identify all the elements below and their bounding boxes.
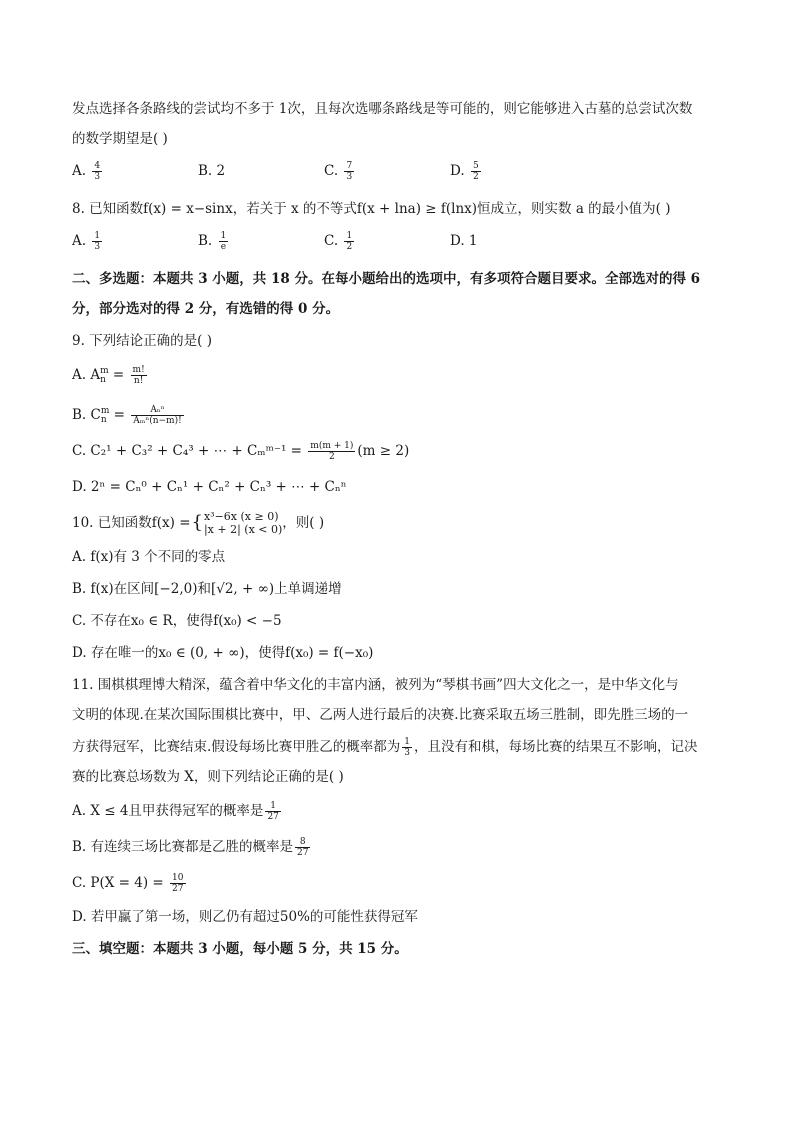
q8-stem: 8. 已知函数f(x) = x−sinx，若关于 x 的不等式f(x + lna) ≥ f(lnx)恒成立，则实数 a 的最小值为( )	[72, 201, 671, 217]
q10-option-d[interactable]: D. 存在唯一的x₀ ∈ (0, + ∞)，使得f(x₀) = f(−x₀)	[72, 645, 374, 661]
q11-stem-line1: 11. 围棋棋理博大精深，蕴含着中华文化的丰富内涵，被列为“琴棋书画”四大文化之一，是中华文化与	[72, 677, 679, 693]
fraction: $\frac{1}{3}$	[404, 737, 411, 758]
q11-option-c[interactable]: C. P(X = 4) = $\frac{10}{27}$	[72, 873, 184, 894]
q9-option-b[interactable]: B. C m n = $\frac{\text{Aₙⁿ}}{\text{Aₘⁿ(n−m)!}}$	[72, 405, 182, 426]
piecewise-cases: x³−6x (x ≥ 0) |x + 2| (x < 0)	[203, 510, 283, 536]
brace-icon: {	[191, 512, 203, 533]
q11-stem-line3: 方获得冠军，比赛结束.假设每场比赛甲胜乙的概率都为 $\frac{1}{3}$ ，且没有和棋，每场比赛的结果互不影响，记决	[72, 737, 698, 758]
q8-option-b[interactable]: B. $\frac{1}{e}$	[198, 231, 227, 252]
q7-options	[72, 160, 722, 182]
section2-heading-line1: 二、多选题：本题共 3 小题，共 18 分。在每小题给出的选项中，有多项符合题目要求。全部选对的得 6	[72, 271, 701, 287]
q9-option-c[interactable]: C. C₂¹ + C₃² + C₄³ + ⋯ + Cₘᵐ⁻¹ = $\frac{m(m + 1)}{2}$ (m ≥ 2)	[72, 441, 410, 462]
fraction: $\frac{1}{2}$	[346, 231, 353, 252]
fraction: $\frac{m(m + 1)}{2}$	[310, 441, 354, 462]
q11-option-d[interactable]: D. 若甲赢了第一场，则乙仍有超过50%的可能性获得冠军	[72, 909, 418, 925]
fraction: $\frac{1}{3}$	[94, 231, 101, 252]
q11-stem-line2: 文明的体现.在某次国际围棋比赛中，甲、乙两人进行最后的决赛.比赛采取五场三胜制，即先胜三场的一	[72, 707, 689, 723]
section2-heading-line2: 分，部分选对的得 2 分，有选错的得 0 分。	[72, 301, 340, 317]
exam-page	[72, 98, 722, 960]
fraction: $\frac{4}{3}$	[94, 161, 101, 182]
q7-stem-line1: 发点选择各条路线的尝试均不多于 1次，且每次选哪条路线是等可能的，则它能够进入古墓的总尝试次数	[72, 101, 693, 117]
fraction: $\frac{1}{27}$	[267, 801, 279, 822]
q10-stem: 10. 已知函数f(x) = { x³−6x (x ≥ 0) |x + 2| (x < 0) ，则( )	[72, 510, 325, 536]
fraction: $\frac{5}{2}$	[472, 161, 479, 182]
fraction: $\frac{10}{27}$	[172, 873, 184, 894]
q7-option-c[interactable]: C. $\frac{7}{3}$	[324, 161, 353, 182]
fraction: $\frac{8}{27}$	[297, 837, 309, 858]
q7-option-a[interactable]: A. $\frac{4}{3}$	[72, 161, 101, 182]
fraction: $\frac{7}{3}$	[346, 161, 353, 182]
q9-option-a[interactable]: A. A m n = $\frac{m!}{n!}$	[72, 365, 145, 386]
q11-stem-line4: 赛的比赛总场数为 X，则下列结论正确的是( )	[72, 769, 344, 785]
q10-option-a[interactable]: A. f(x)有 3 个不同的零点	[72, 549, 226, 565]
q11-option-b[interactable]: B. 有连续三场比赛都是乙胜的概率是 $\frac{8}{27}$	[72, 837, 309, 858]
q7-option-b[interactable]: B. 2	[198, 163, 226, 179]
q10-option-b[interactable]: B. f(x)在区间[−2,0)和[√2, + ∞)上单调递增	[72, 581, 342, 597]
fraction: $\frac{m!}{n!}$	[132, 365, 145, 386]
fraction: $\frac{\text{Aₙⁿ}}{\text{Aₘⁿ(n−m)!}}$	[133, 405, 182, 426]
q7-stem-line2: 的数学期望是( )	[72, 131, 168, 147]
q8-option-d[interactable]: D. 1	[450, 233, 478, 249]
q9-stem: 9. 下列结论正确的是( )	[72, 333, 212, 349]
q10-option-c[interactable]: C. 不存在x₀ ∈ R，使得f(x₀) < −5	[72, 613, 282, 629]
q8-options	[72, 230, 722, 252]
fraction: $\frac{1}{e}$	[220, 231, 227, 252]
q8-option-a[interactable]: A. $\frac{1}{3}$	[72, 231, 101, 252]
q9-option-d[interactable]: D. 2ⁿ = Cₙ⁰ + Cₙ¹ + Cₙ² + Cₙ³ + ⋯ + Cₙⁿ	[72, 479, 347, 495]
q11-option-a[interactable]: A. X ≤ 4且甲获得冠军的概率是 $\frac{1}{27}$	[72, 801, 279, 822]
section3-heading: 三、填空题：本题共 3 小题，每小题 5 分，共 15 分。	[72, 941, 408, 957]
q7-option-d[interactable]: D. $\frac{5}{2}$	[450, 161, 479, 182]
q8-option-c[interactable]: C. $\frac{1}{2}$	[324, 231, 353, 252]
